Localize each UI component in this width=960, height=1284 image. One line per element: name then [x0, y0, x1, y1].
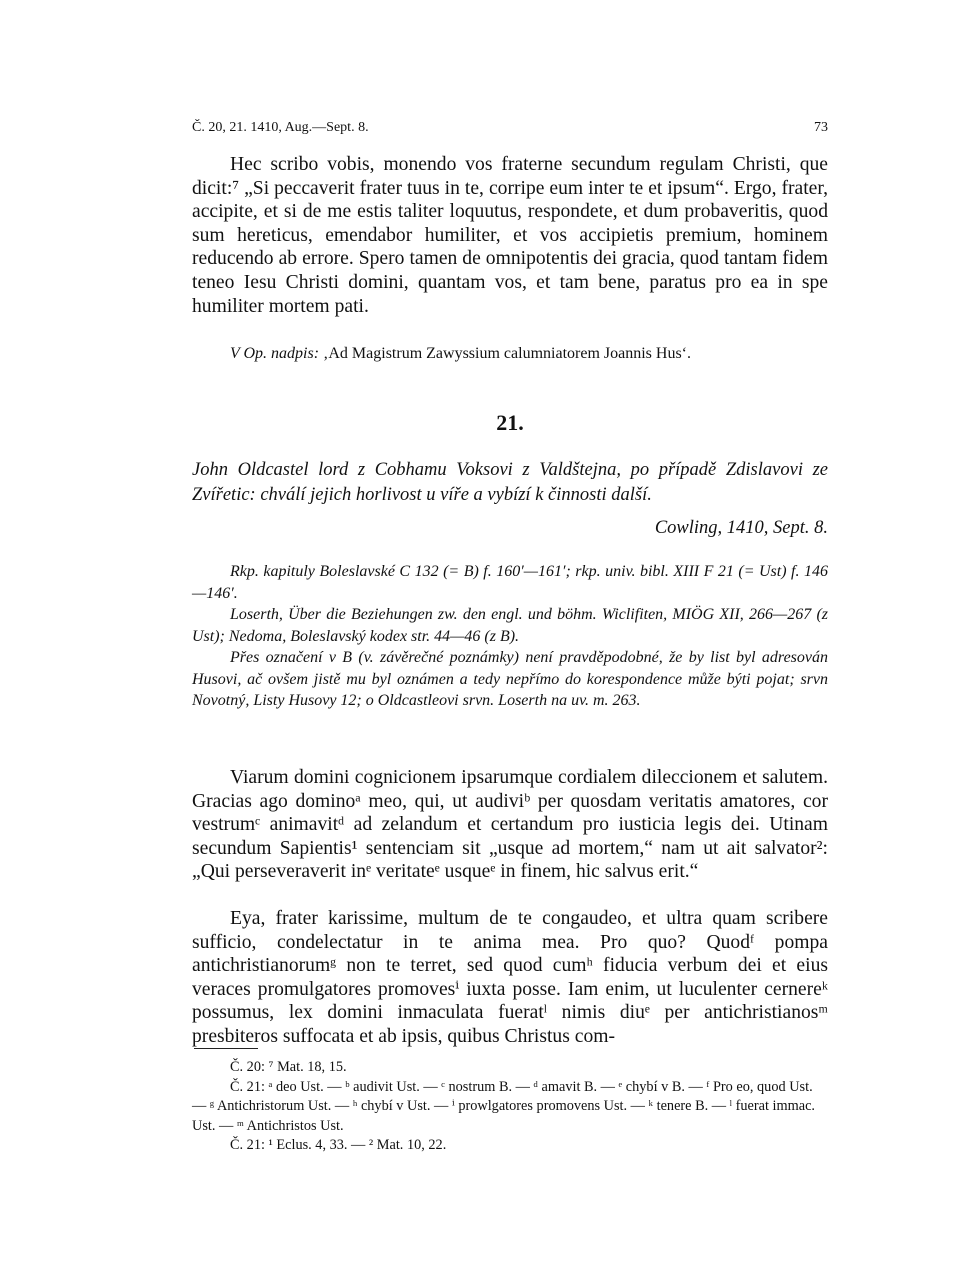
footnotes	[192, 1058, 828, 1156]
note-prefix: V Op. nadpis:	[230, 345, 320, 362]
page-number: 73	[814, 120, 828, 135]
footnote-ch21-variants: Č. 21: ᵃ deo Ust. — ᵇ audivit Ust. — ᶜ nostrum B. — ᵈ amavit B. — ᵉ chybí v B. — ᶠ Pro eo, quod Ust. — ᵍ Antichristorum Ust. — ʰ chybí v Ust. — ⁱ prowlgatores promovens Ust. — ᵏ tenere B. — ˡ fuerat immac. Ust. — ᵐ Antichristos Ust.	[192, 1078, 815, 1134]
header-reference: Č. 20, 21. 1410, Aug.—Sept. 8.	[192, 120, 369, 135]
editorial-note	[230, 345, 691, 363]
note-text: ‚Ad Magistrum Zawyssium calumniatorem Joannis Hus‘.	[319, 345, 691, 362]
footnote-ch21-citations: Č. 21: ¹ Eclus. 4, 33. — ² Mat. 10, 22.	[230, 1137, 447, 1153]
footnote-rule	[194, 1048, 258, 1049]
source-remark: Přes označení v B (v. závěrečné poznámky) není pravděpodobné, že by list byl adresován Husovi, ač ovšem jistě mu byl oznámen a tedy nepřímo do korespondence může býti pojat; srvn Novotný, Listy Husovy 12; o Oldcastleovi srvn. Loserth na uv. m. 263.	[192, 649, 828, 709]
sources-block	[192, 561, 828, 712]
footnote-ch20: Č. 20: ⁷ Mat. 18, 15.	[230, 1059, 347, 1075]
paragraph-1: Hec scribo vobis, monendo vos fraterne secundum regulam Christi, que dicit:⁷ „Si peccaverit frater tuus in te, corripe eum inter te et ipsum“. Ergo, frater, accipite, et si de me estis taliter loquutus, respondete, et dum probaveritis, quod sum hereticus, emendabor humiliter, et vos accipietis premium, hominem reducendo ab errore. Spero tamen de omnipotentis dei gracia, quod tantam fidem teneo Iesu Christi domini, quantam vos, et tam bene, paratus pro ea in spe humiliter mortem pati.	[192, 154, 828, 317]
running-header	[192, 120, 828, 142]
paragraph-3: Eya, frater karissime, multum de te congaudeo, et ultra quam scribere sufficio, condelectatur in te anima mea. Pro quo? Quodᶠ pompa antichristianorumᵍ non te terret, sed quod cumʰ fiducia verbum dei et eius veraces promulgatores promovesⁱ iuxta posse. Iam enim, ut luculenter cernereᵏ possumus, lex domini inmaculata fueratˡ nimis diuᵉ per antichristianosᵐ presbiteros suffocata et ab ipsis, quibus Christus com-	[192, 908, 828, 1047]
paragraph-2: Viarum domini cognicionem ipsarumque cordialem dileccionem et salutem. Gracias ago dominoᵃ meo, qui, ut audiviᵇ per quosdam veritatis amatores, cor vestrumᶜ animavitᵈ ad zelandum et certandum pro iusticia legis dei. Utinam secundum Sapientis¹ sentenciam sit „usque ad mortem,“ nam ut ait salvator²: „Qui perseveraverit inᵉ veritateᵉ usqueᵉ in finem, hic salvus erit.“	[192, 767, 828, 883]
document-number: 21.	[496, 410, 524, 435]
source-manuscripts: Rkp. kapituly Boleslavské C 132 (= B) f. 160′—161′; rkp. univ. bibl. XIII F 21 (= Ust) f. 146—146′.	[192, 563, 828, 602]
source-editions: Loserth, Über die Beziehungen zw. den engl. und böhm. Wiclifiten, MIÖG XII, 266—267 (z Ust); Nedoma, Boleslavský kodex str. 44—46 (z B).	[192, 606, 828, 645]
dateline: Cowling, 1410, Sept. 8.	[654, 518, 828, 538]
document-title: John Oldcastel lord z Cobhamu Voksovi z Valdštejna, po případě Zdislavovi ze Zvířetic: chválí jejich horlivost u víře a vybízí k činnosti další.	[192, 460, 828, 505]
